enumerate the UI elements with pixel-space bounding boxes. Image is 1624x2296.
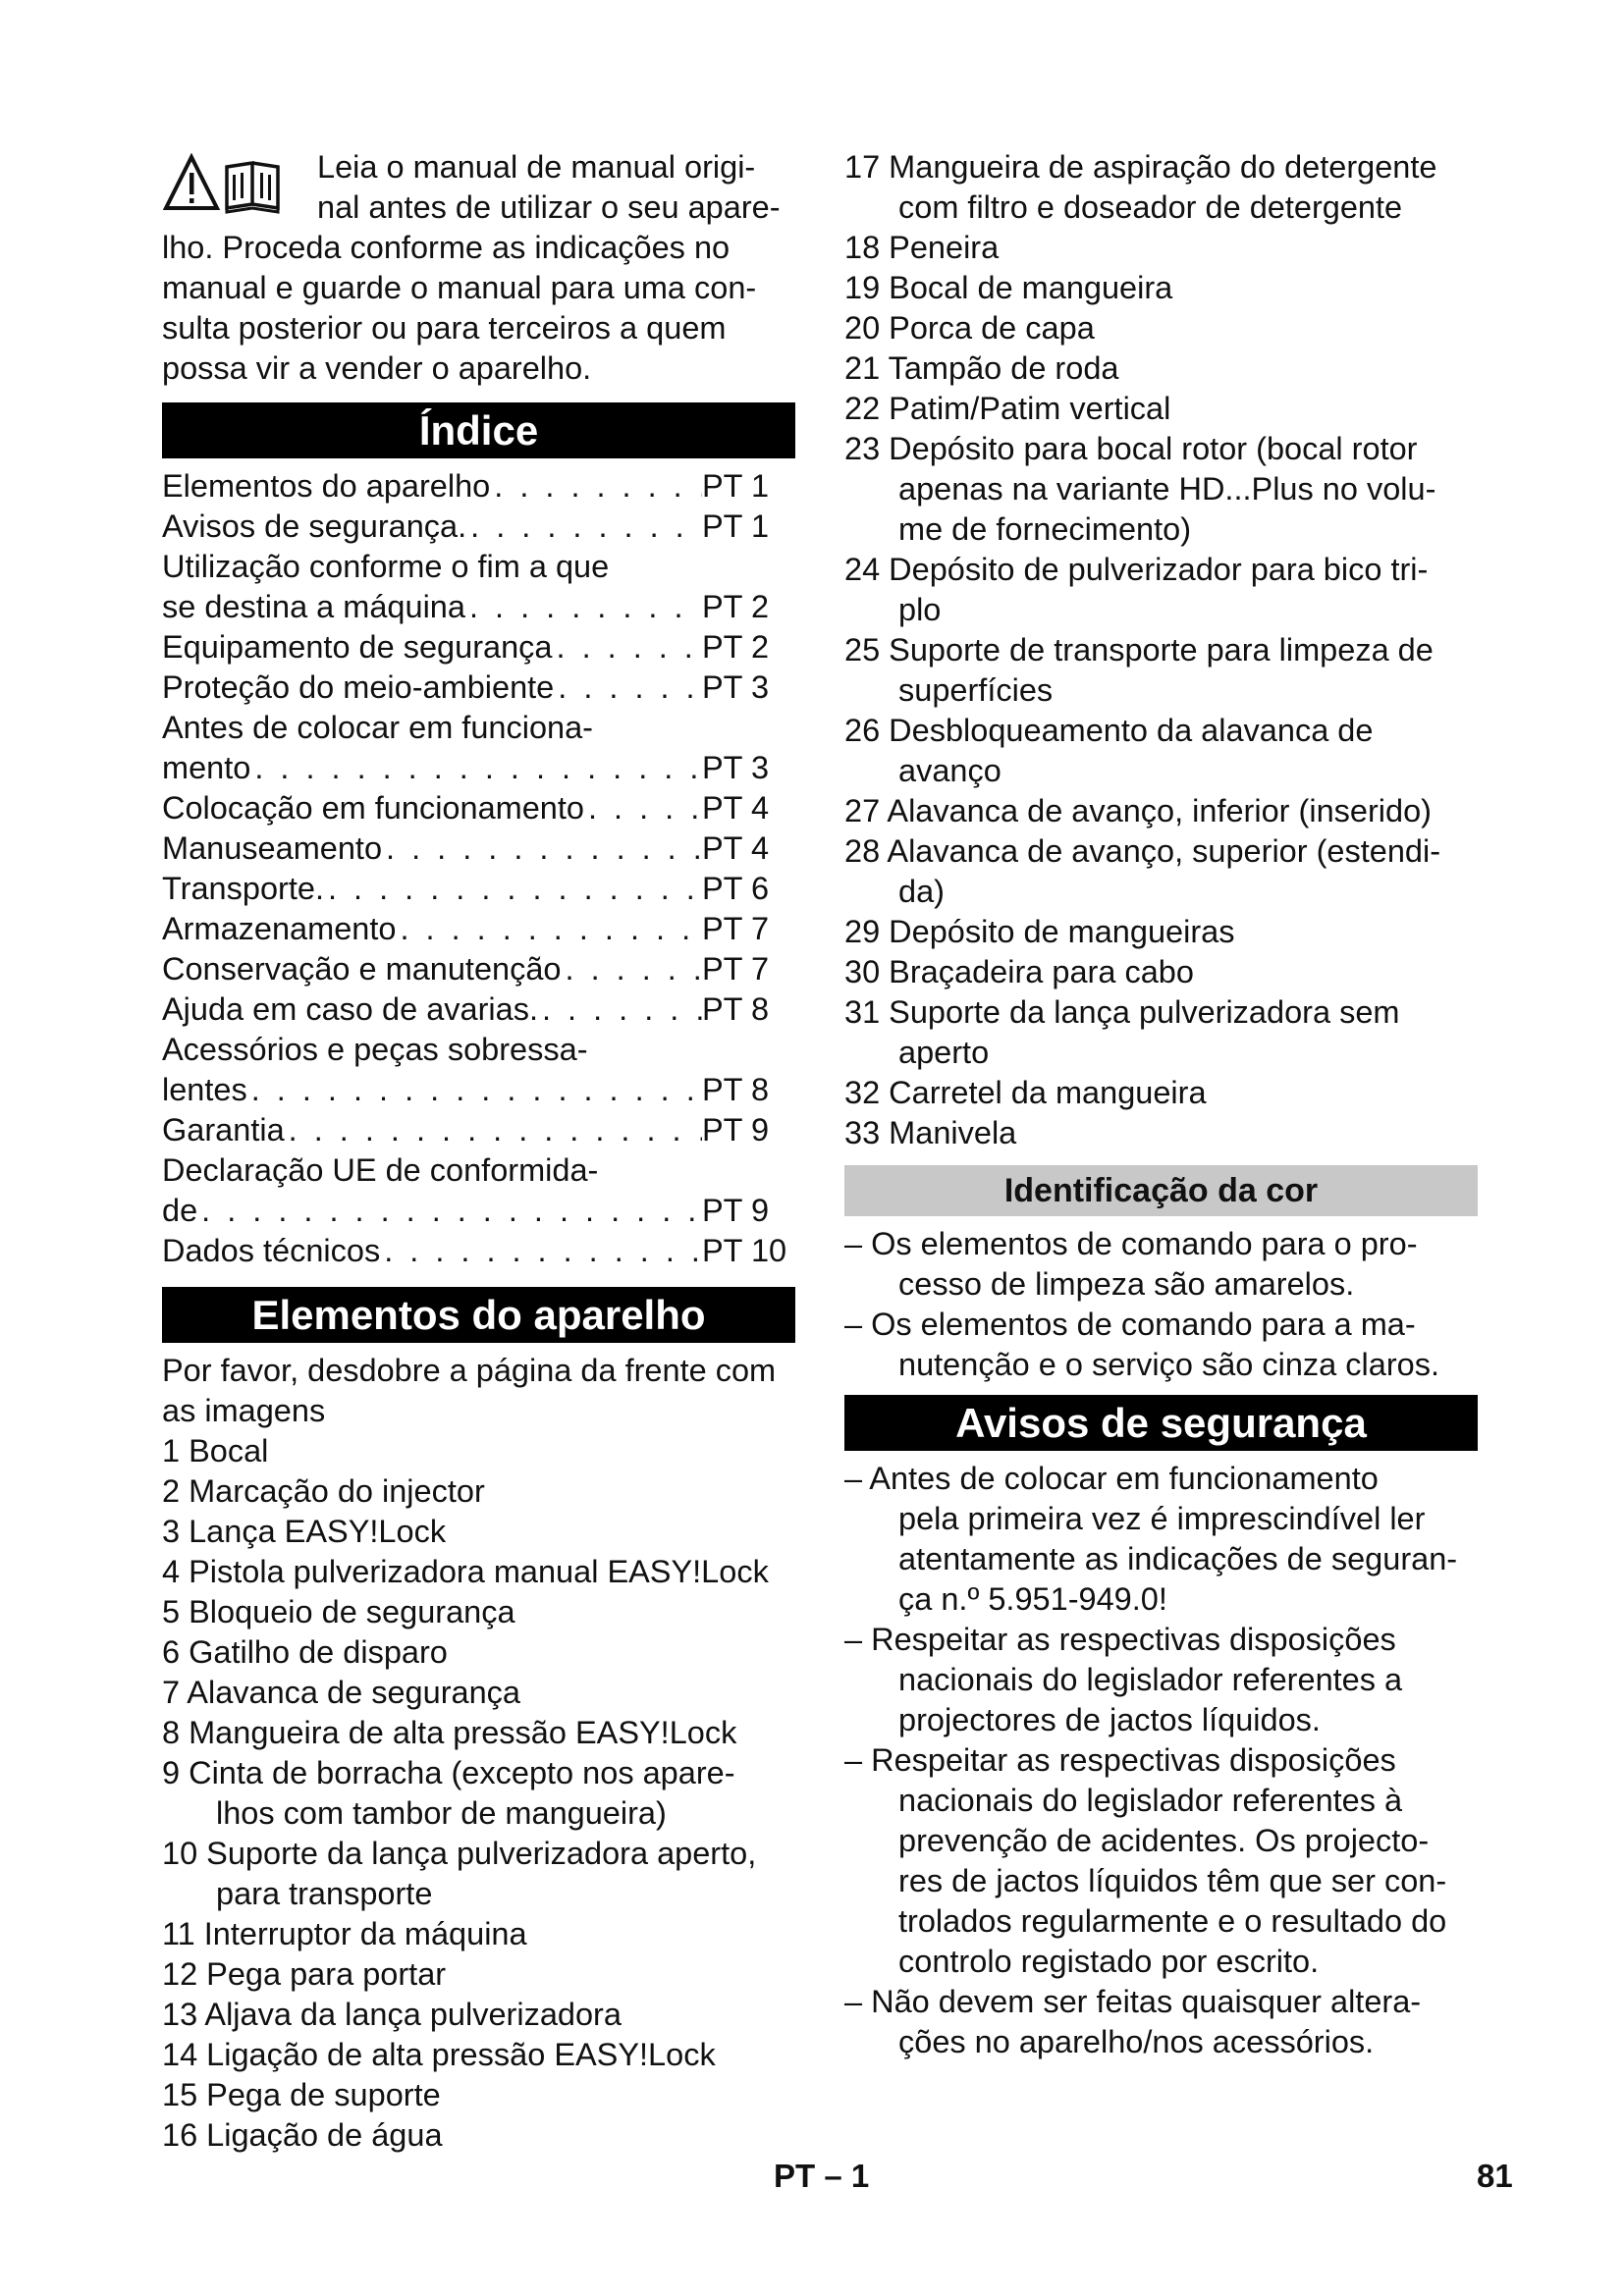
color-heading: Identificação da cor — [844, 1165, 1478, 1216]
toc-entry[interactable]: Proteção do meio-ambiente . . . PT 3 — [162, 667, 795, 708]
toc-entry[interactable]: Declaração UE de conformida- de . . . PT 9 — [162, 1150, 795, 1231]
list-item: 1 Bocal — [162, 1433, 269, 1468]
list-item: 26 Desbloqueamento da alavanca de avanço — [844, 713, 1374, 788]
list-item: 31 Suporte da lança pulverizadora sem aperto — [844, 994, 1400, 1070]
list-item: 17 Mangueira de aspiração do detergente com filtro e doseador de detergente — [844, 149, 1437, 225]
list-item: – Respeitar as respectivas disposições nacionais do legislador referentes à prevenção de acidentes. Os projecto- res de jactos líquidos têm que ser con- trolados regularmente e o resultado do controlo registado por escrito. — [844, 1742, 1447, 1979]
toc-entry[interactable]: Ajuda em caso de avarias. . . . PT 8 — [162, 989, 795, 1030]
toc-entry[interactable]: Colocação em funcionamento . . . PT 4 — [162, 788, 795, 828]
list-item: – Os elementos de comando para a ma- nutenção e o serviço são cinza claros. — [844, 1307, 1439, 1382]
footer-section-label: PT – 1 — [774, 2158, 870, 2194]
list-item: 18 Peneira — [844, 230, 1000, 265]
list-item: 29 Depósito de mangueiras — [844, 914, 1235, 949]
list-item: 21 Tampão de roda — [844, 350, 1119, 386]
warning-triangle-icon — [166, 157, 217, 208]
elements-list-right — [844, 147, 1478, 1153]
list-item: 23 Depósito para bocal rotor (bocal rotor apenas na variante HD...Plus no volu- me de fornecimento) — [844, 431, 1436, 547]
list-item: – Antes de colocar em funcionamento pela primeira vez é imprescindível ler atentamente as indicações de seguran- ça n.º 5.951-949.0! — [844, 1461, 1458, 1617]
toc-entry[interactable]: Manuseamento . . . PT 4 — [162, 828, 795, 869]
list-item: 32 Carretel da mangueira — [844, 1075, 1207, 1110]
list-item: 14 Ligação de alta pressão EASY!Lock — [162, 2037, 716, 2072]
list-item: – Respeitar as respectivas disposições nacionais do legislador referentes a projectores de jactos líquidos. — [844, 1622, 1403, 1737]
list-item: 24 Depósito de pulverizador para bico tri- plo — [844, 552, 1429, 627]
list-item: 6 Gatilho de disparo — [162, 1634, 448, 1670]
list-item: 2 Marcação do injector — [162, 1473, 485, 1509]
list-item: 30 Braçadeira para cabo — [844, 954, 1194, 989]
list-item: 4 Pistola pulverizadora manual EASY!Lock — [162, 1554, 769, 1589]
list-item: – Não devem ser feitas quaisquer altera- ções no aparelho/nos acessórios. — [844, 1984, 1422, 2059]
list-item: 3 Lança EASY!Lock — [162, 1514, 447, 1549]
list-item: 8 Mangueira de alta pressão EASY!Lock — [162, 1715, 737, 1750]
list-item: 28 Alavanca de avanço, superior (estendi- da) — [844, 833, 1441, 909]
list-item: 11 Interruptor da máquina — [162, 1916, 527, 1951]
toc-entry[interactable]: Armazenamento . . . PT 7 — [162, 909, 795, 949]
list-item: 12 Pega para portar — [162, 1956, 447, 1992]
toc-entry[interactable]: Acessórios e peças sobressa- lentes . . . PT 8 — [162, 1030, 795, 1110]
page-number: 81 — [1477, 2158, 1513, 2194]
list-item: – Os elementos de comando para o pro- cesso de limpeza são amarelos. — [844, 1226, 1418, 1302]
list-item: 19 Bocal de mangueira — [844, 270, 1173, 305]
list-item: 33 Manivela — [844, 1115, 1017, 1150]
list-item: 22 Patim/Patim vertical — [844, 391, 1171, 426]
toc-entry[interactable]: Transporte. . . . PT 6 — [162, 869, 795, 909]
manual-book-icon — [227, 163, 278, 212]
list-item: 20 Porca de capa — [844, 310, 1095, 346]
list-item: 10 Suporte da lança pulverizadora aperto, para transporte — [162, 1836, 757, 1911]
toc-heading: Índice — [162, 402, 795, 458]
list-item: 5 Bloqueio de segurança — [162, 1594, 515, 1629]
toc-entry[interactable]: Equipamento de segurança . . . PT 2 — [162, 627, 795, 667]
right-column — [844, 147, 1478, 2062]
toc-entry[interactable]: Antes de colocar em funciona- mento . . . PT 3 — [162, 708, 795, 788]
elements-list-left — [162, 1431, 795, 2156]
safety-heading: Avisos de segurança — [844, 1395, 1478, 1451]
toc-entry[interactable]: Utilização conforme o fim a que se destina a máquina . . . PT 2 — [162, 547, 795, 627]
list-item: 25 Suporte de transporte para limpeza de superfícies — [844, 632, 1434, 708]
intro-text: Leia o manual de manual origi- nal antes de utilizar o seu apare- lho. Proceda conforme as indicações no manual e guarde o manual para uma con- sulta posterior ou para terceiros a quem possa vir a vender o aparelho. — [162, 149, 781, 386]
list-item: 15 Pega de suporte — [162, 2077, 441, 2112]
list-item: 27 Alavanca de avanço, inferior (inserido) — [844, 793, 1432, 828]
toc-entry[interactable]: Avisos de segurança. . . . PT 1 — [162, 507, 795, 547]
warning-manual-icons — [162, 153, 309, 214]
safety-list — [844, 1459, 1478, 2062]
list-item: 9 Cinta de borracha (excepto nos apare- lhos com tambor de mangueira) — [162, 1755, 735, 1831]
toc-entry[interactable]: Conservação e manutenção . . . PT 7 — [162, 949, 795, 989]
intro-block — [162, 147, 795, 389]
elements-heading: Elementos do aparelho — [162, 1287, 795, 1343]
toc-entry[interactable]: Elementos do aparelho . . . PT 1 — [162, 466, 795, 507]
toc-entry[interactable]: Garantia . . . PT 9 — [162, 1110, 795, 1150]
left-column — [162, 147, 795, 2156]
table-of-contents — [162, 466, 795, 1271]
list-item: 13 Aljava da lança pulverizadora — [162, 1997, 622, 2032]
toc-entry[interactable]: Dados técnicos . . . PT 10 — [162, 1231, 795, 1271]
elements-intro: Por favor, desdobre a página da frente com as imagens — [162, 1353, 777, 1428]
color-list — [844, 1224, 1478, 1385]
list-item: 16 Ligação de água — [162, 2117, 443, 2153]
list-item: 7 Alavanca de segurança — [162, 1675, 520, 1710]
